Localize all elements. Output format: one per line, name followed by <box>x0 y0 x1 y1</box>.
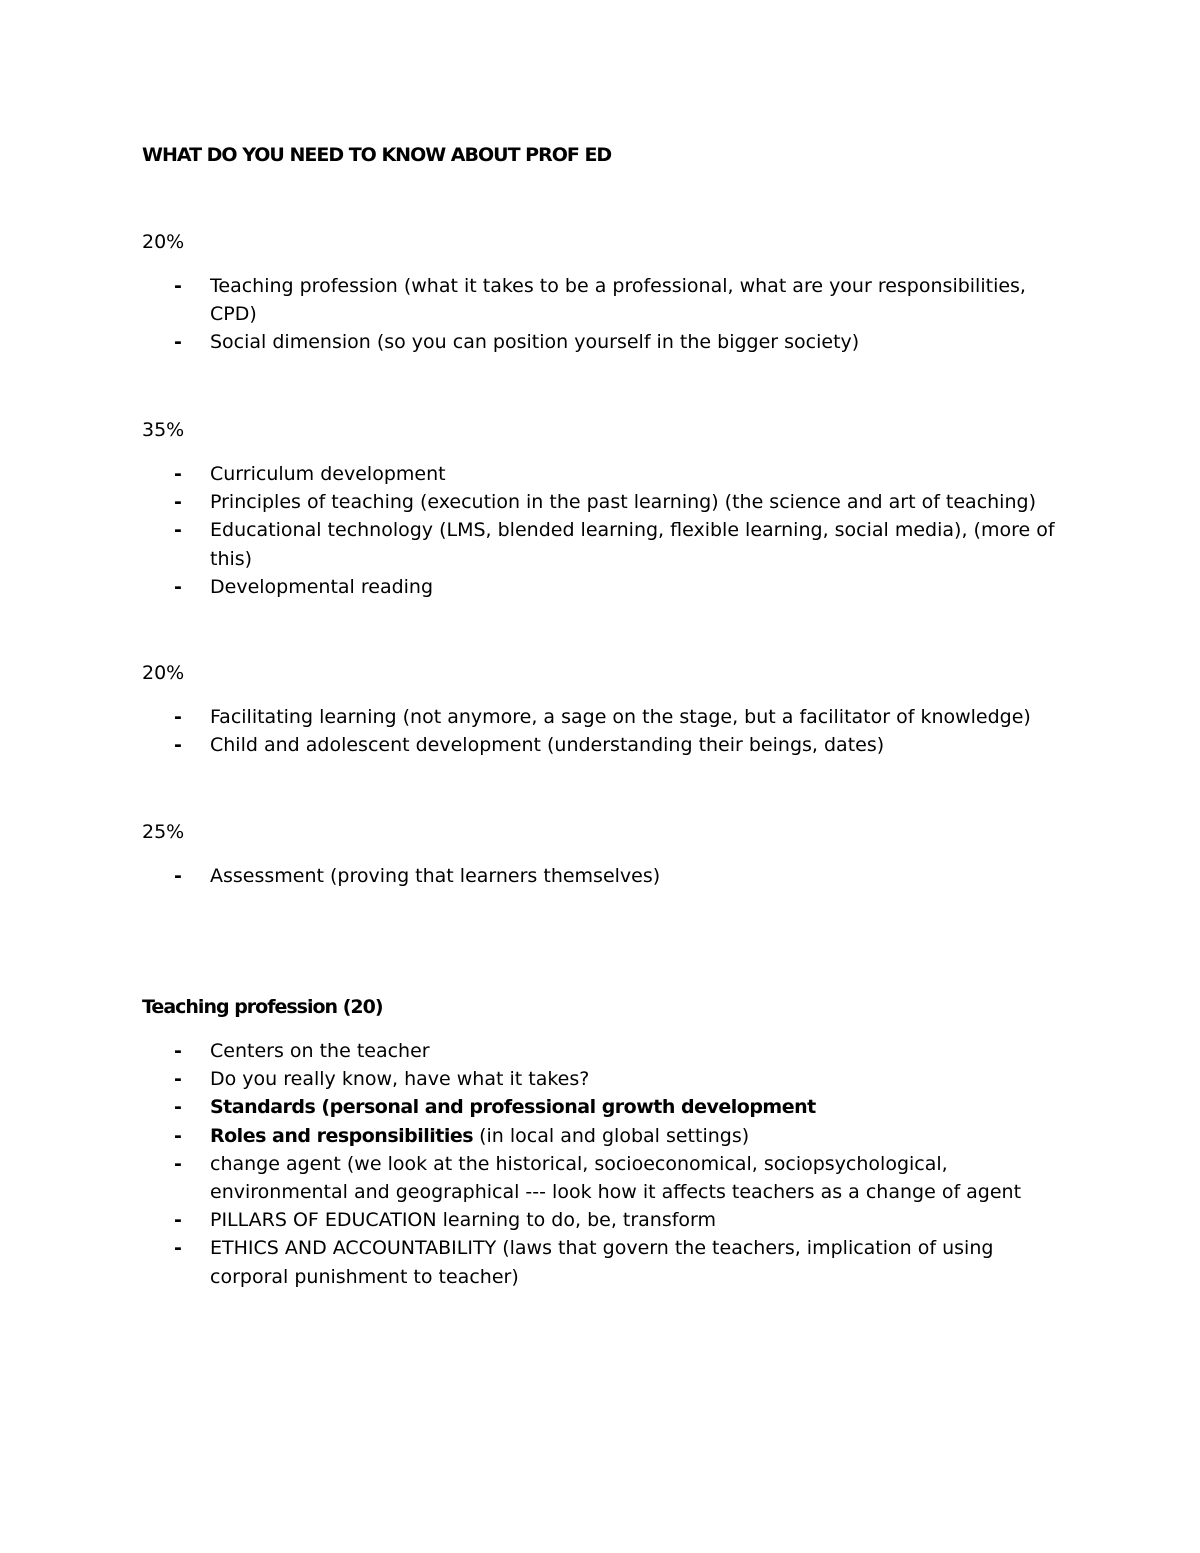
bullet-list <box>0 272 1060 357</box>
list-item-text: Assessment (proving that learners themselves) <box>210 865 661 887</box>
section-percent: 25% <box>142 821 185 843</box>
bullet-list <box>0 703 1060 759</box>
list-item <box>0 1150 1060 1206</box>
list-item <box>0 460 1060 488</box>
list-item <box>0 1093 1060 1121</box>
list-item <box>0 703 1060 731</box>
list-item-text: Centers on the teacher <box>210 1040 430 1062</box>
list-item <box>0 1065 1060 1093</box>
list-item <box>0 272 1060 328</box>
list-item-text: (in local and global settings) <box>473 1124 750 1147</box>
dash-bullet: - <box>174 463 182 485</box>
dash-bullet: - <box>174 1068 182 1091</box>
list-item <box>0 1122 1060 1150</box>
list-item-text: PILLARS OF EDUCATION learning to do, be, transform <box>210 1209 717 1232</box>
page-title: WHAT DO YOU NEED TO KNOW ABOUT PROF ED <box>142 144 612 166</box>
dash-bullet: - <box>174 275 182 297</box>
list-item <box>0 731 1060 759</box>
list-item-text: Educational technology (LMS, blended learning, flexible learning, social media), (more of this) <box>210 519 1055 570</box>
section-percent: 20% <box>142 231 185 253</box>
list-item-text: Facilitating learning (not anymore, a sage on the stage, but a facilitator of knowledge) <box>210 706 1031 728</box>
dash-bullet: - <box>174 575 182 598</box>
list-item <box>0 1234 1060 1290</box>
list-item-text: Curriculum development <box>210 463 446 485</box>
dash-bullet: - <box>174 491 182 514</box>
list-item-text: Child and adolescent development (understanding their beings, dates) <box>210 734 885 757</box>
list-item <box>0 1037 1060 1065</box>
list-item-bold-text: Roles and responsibilities <box>210 1124 474 1147</box>
list-item-text: Do you really know, have what it takes? <box>210 1068 590 1091</box>
list-item-bold-text: Standards (personal and professional growth development <box>210 1096 816 1119</box>
list-item <box>0 1206 1060 1234</box>
section-heading: Teaching profession (20) <box>142 996 383 1018</box>
dash-bullet: - <box>174 865 182 887</box>
list-item <box>0 328 1060 356</box>
list-item-text: Teaching profession (what it takes to be a professional, what are your responsibilities, CPD) <box>210 275 1026 326</box>
dash-bullet: - <box>174 1237 182 1260</box>
bullet-list <box>0 862 1060 890</box>
list-item-text: change agent (we look at the historical, socioeconomical, sociopsychological, environmental and geographical --- look how it affects teachers as a change of agent <box>210 1152 1022 1204</box>
dash-bullet: - <box>174 1124 182 1147</box>
bullet-list <box>0 460 1060 601</box>
dash-bullet: - <box>174 519 182 542</box>
list-item <box>0 516 1060 572</box>
dash-bullet: - <box>174 1152 182 1175</box>
dash-bullet: - <box>174 706 182 728</box>
bullet-list <box>0 1037 1060 1291</box>
section-percent: 20% <box>142 662 185 684</box>
dash-bullet: - <box>174 734 182 757</box>
list-item <box>0 488 1060 516</box>
list-item-text: Developmental reading <box>210 575 434 598</box>
list-item-text: ETHICS AND ACCOUNTABILITY (laws that govern the teachers, implication of using corporal punishment to teacher) <box>210 1237 994 1288</box>
list-item-text: Principles of teaching (execution in the past learning) (the science and art of teaching) <box>210 491 1036 514</box>
section-percent: 35% <box>142 419 185 441</box>
dash-bullet: - <box>174 331 182 354</box>
list-item <box>0 862 1060 890</box>
dash-bullet: - <box>174 1040 182 1062</box>
dash-bullet: - <box>174 1209 182 1232</box>
dash-bullet: - <box>174 1096 182 1119</box>
list-item <box>0 573 1060 601</box>
list-item-text: Social dimension (so you can position yourself in the bigger society) <box>210 331 860 354</box>
